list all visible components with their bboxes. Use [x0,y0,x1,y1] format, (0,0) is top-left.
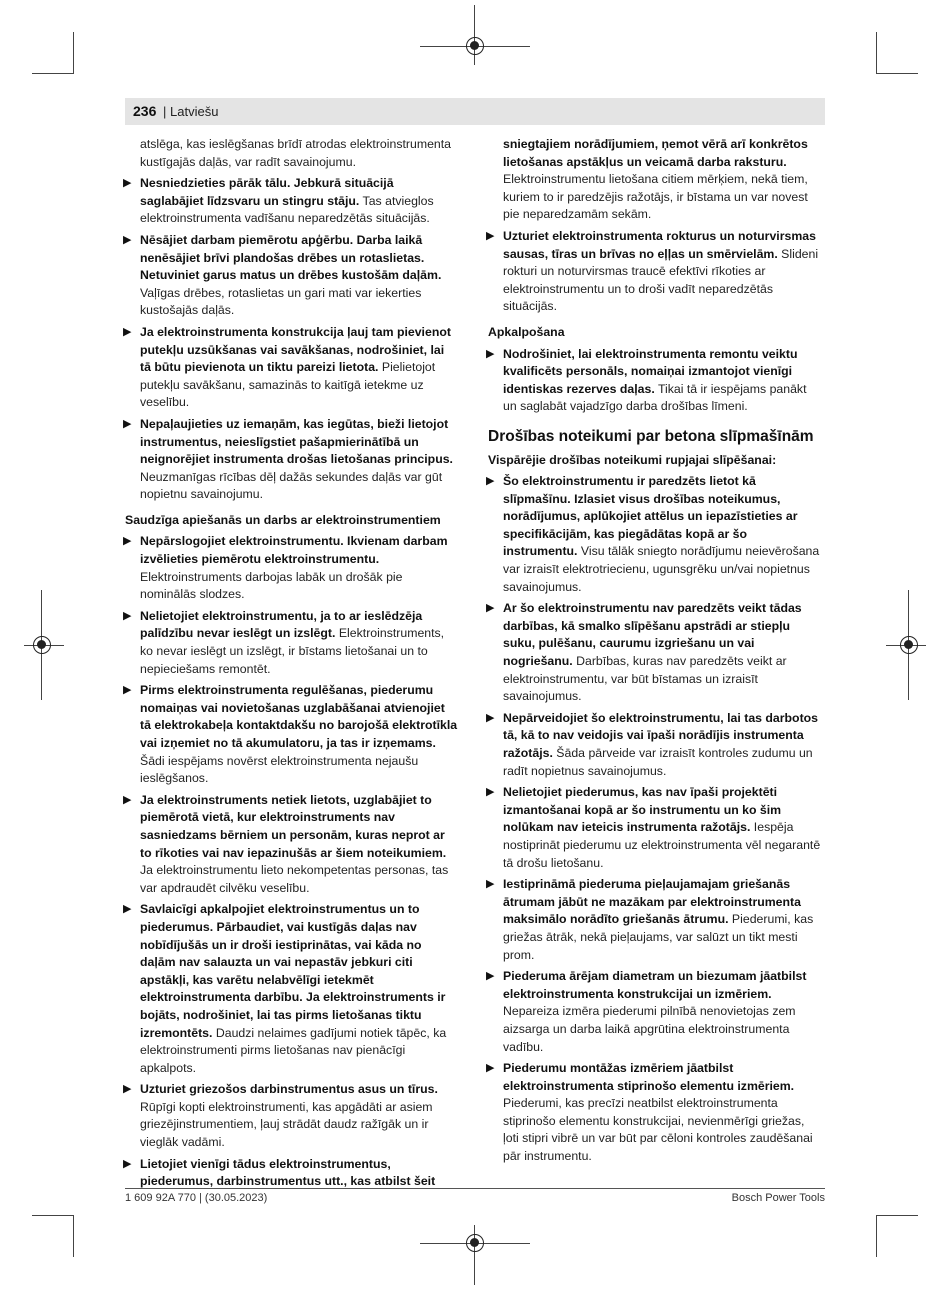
item-text: Piederumi, kas precīzi neatbilst elektroinstrumenta stiprinošo elementu konstrukcijai, nevienmērīgi griežas, ļoti stipri vibrē un var būt par cēloni kontroles zaudēšanai pār instrumentu. [503,1096,813,1164]
bullet-list [486,346,821,416]
bullet-list [486,228,821,316]
list-item [486,876,821,964]
list-item [123,901,458,1077]
crop-mark [876,1215,877,1257]
list-item [486,784,821,872]
bullet-arrow-icon: ▶ [123,1083,132,1096]
bullet-arrow-icon: ▶ [486,602,495,615]
bullet-arrow-icon: ▶ [123,535,132,548]
crop-mark [73,32,74,74]
doc-code: 1 609 92A 770 | (30.05.2023) [125,1192,268,1204]
item-text: Piederumi, kas griežas ātrāk, nekā pieļaujams, var salūzt un tikt mesti prom. [503,912,814,962]
item-bold-text: Nelietojiet piederumus, kas nav īpaši projektēti izmantošanai kopā ar šo instrumentu un ko šim nolūkam nav ieteicis instrumenta ražotājs. [503,785,782,835]
registration-line [474,5,475,65]
bullet-arrow-icon: ▶ [486,229,495,242]
item-text: Slideni rokturi un noturvirsmas traucē efektīvi rīkoties ar elektroinstrumentu un to droši vadīt neparedzētās situācijās. [503,246,819,314]
bullet-list [486,473,821,1166]
list-item [486,968,821,1056]
item-bold-text: Nelietojiet elektroinstrumentu, ja to ar ieslēdzēja palīdzību nevar ieslēgt un izslēgt. [140,608,423,641]
item-text: Daudzi nelaimes gadījumi notiek tāpēc, ka elektroinstrumenti pirms lietošanas nav pienācīgi apkalpots. [140,1025,447,1075]
item-bold-text: Ar šo elektroinstrumentu nav paredzēts veikt tādas darbības, kā smalko slīpēšanu apstrādi ar stiepļu suku, pulēšanu, caurumu izgriešanu un vai nogriešanu. [503,601,802,669]
bullet-arrow-icon: ▶ [123,793,132,806]
registration-mark-icon [33,636,51,654]
crop-mark [876,32,877,74]
item-bold-text: Ja elektroinstrumenta konstrukcija ļauj tam pievienot putekļu uzsūkšanas vai savākšanas, nodrošiniet, lai tā būtu pievienota un tiktu pareizi lietota. [140,324,451,375]
item-bold-text: Nesniedzieties pārāk tālu. Jebkurā situācijā saglabājiet līdzsvaru un stingru stāju. [140,176,394,208]
item-text: Nepareiza izmēra piederumi pilnībā nenovietojas zem aizsarga un darba laikā apgrūtina elektroinstrumenta vadību. [503,1004,796,1054]
subheading: Vispārējie drošības noteikumi rupjajai slīpēšanai: [488,452,777,467]
list-item [486,1060,821,1166]
bullet-list [123,533,458,1190]
registration-mark-icon [466,1234,484,1252]
bullet-arrow-icon: ▶ [123,177,132,190]
bullet-list [123,175,458,504]
item-bold-text: Piederuma ārējam diametram un biezumam jāatbilst elektroinstrumenta konstrukcijai un izmēriem. [503,969,807,1001]
footer-rule [125,1188,825,1189]
bullet-arrow-icon: ▶ [486,1062,495,1075]
bullet-arrow-icon: ▶ [123,325,132,338]
subheading: Saudzīga apiešanās un darbs ar elektroinstrumentiem [125,512,441,527]
bullet-arrow-icon: ▶ [486,878,495,891]
item-text: Rūpīgi kopti elektroinstrumenti, kas apgādāti ar asiem griezējinstrumentiem, ļauj strādāt daudz ražīgāk un ir vieglāk vadāmi. [140,1099,433,1150]
bullet-arrow-icon: ▶ [123,233,132,246]
list-item [486,710,821,780]
bullet-arrow-icon: ▶ [123,1157,132,1170]
brand-label: Bosch Power Tools [731,1192,825,1204]
language-text: Latviešu [170,104,219,119]
bullet-arrow-icon: ▶ [486,786,495,799]
item-bold-text: Piederumu montāžas izmēriem jāatbilst elektroinstrumenta stiprinošo elementu izmēriem. [503,1061,795,1093]
list-item [123,175,458,228]
list-item [123,324,458,412]
crop-mark [876,1215,918,1216]
list-item [486,473,821,596]
item-text: Tikai tā ir iespējams panākt un saglabāt vajadzīgo darba drošības līmeni. [503,381,807,414]
intro-paragraph: atslēga, kas ieslēgšanas brīdī atrodas elektroinstrumenta kustīgajās daļās, var radīt savainojumu. [140,137,452,169]
item-text: Pielietojot putekļu savākšanu, samazinās to kaitīgā ietekme uz veselību. [140,360,436,410]
item-text: Vaļīgas drēbes, rotaslietas un gari mati var iekerties kustošajās daļās. [140,285,422,318]
crop-mark [32,73,74,74]
bullet-arrow-icon: ▶ [486,970,495,983]
item-text: Elektroinstruments darbojas labāk un drošāk pie nominālās slodzes. [140,569,403,602]
list-item [486,346,821,416]
right-column [486,136,821,1170]
item-bold-text: Lietojiet vienīgi tādus elektroinstrumentus, piederumus, darbinstrumentus utt., kas atbilst šeit [140,1156,436,1189]
registration-mark-icon [466,37,484,55]
item-bold-text: Nēsājiet darbam piemērotu apģērbu. Darba laikā nenēsājiet brīvi plandošas drēbes un rotaslietas. Netuviniet garus matus un drēbes kustošām daļām. [140,232,442,283]
item-bold-text: Nepārveidojiet šo elektroinstrumentu, lai tas darbotos tā, kā to nav veidojis vai īpaši norādījis instrumenta ražotājs. [503,710,819,760]
item-text: Šādi iespējams novērst elektroinstrumenta nejaušu ieslēgšanos. [140,753,419,786]
list-item [123,682,458,788]
item-text: Visu tālāk sniegto norādījumu neievērošana var izraisīt elektrotriecienu, ugunsgrēku un/vai nopietnus savainojumus. [503,544,820,594]
item-bold-text: Pirms elektroinstrumenta regulēšanas, piederumu nomaiņas vai novietošanas uzglabāšanai atvienojiet tā elektrokabeļa kontaktdakšu no barojošā elektrotīkla vai izņemiet no tā akumulatoru, ja tas ir izņemams. [140,683,458,750]
list-item [123,1081,458,1151]
item-bold-text: Nepaļaujieties uz iemaņām, kas iegūtas, bieži lietojot instrumentus, neieslīgstiet pašapmierinātībā un neignorējiet instrumenta drošas lietošanas principus. [140,416,453,467]
list-item [123,792,458,898]
item-text: Neuzmanīgas rīcības dēļ dažās sekundes daļās var gūt nopietnu savainojumu. [140,469,443,502]
crop-mark [876,73,918,74]
bullet-arrow-icon: ▶ [486,347,495,360]
crop-mark [73,1215,74,1257]
bullet-arrow-icon: ▶ [123,417,132,430]
bullet-arrow-icon: ▶ [486,711,495,724]
continuation-paragraph [503,136,821,224]
left-column [123,136,458,1195]
list-item [486,600,821,706]
page-header [125,98,825,125]
item-bold-text: Ja elektroinstruments netiek lietots, uzglabājiet to piemērotā vietā, kur elektroinstruments nav sasniedzams bērniem un personām, kuras neprot ar to rīkoties vai nav iepazinušās ar šiem noteikumiem. [140,792,447,860]
continuation-text: Elektroinstrumentu lietošana citiem mērķiem, nekā tiem, kuriem to ir paredzējis ražotājs, ir bīstama un var novest pie neparedzamām sekām. [503,172,808,222]
section-title: Drošības noteikumi par betona slīpmašīnām [488,427,814,445]
list-item [123,608,458,678]
item-bold-text: Nepārslogojiet elektroinstrumentu. Ikvienam darbam izvēlieties piemērotu elektroinstrumentu. [140,534,448,567]
item-bold-text: Uzturiet elektroinstrumenta rokturus un noturvirsmas sausas, tīras un brīvas no eļļas un smērvielām. [503,228,816,261]
list-item [123,232,458,320]
bullet-arrow-icon: ▶ [123,903,132,916]
list-item [123,1156,458,1191]
bullet-arrow-icon: ▶ [486,475,495,488]
item-bold-text: Nodrošiniet, lai elektroinstrumenta remontu veiktu kvalificēts personāls, nomaiņai izmantojot vienīgi identiskas rezerves daļas. [503,346,798,396]
item-text: Šāda pārveide var izraisīt kontroles zudumu un radīt nopietnus savainojumus. [503,746,813,778]
list-item [123,533,458,603]
list-item [486,228,821,316]
continuation-bold: sniegtajiem norādījumiem, ņemot vērā arī konkrētos lietošanas apstākļus un veicamā darba raksturu. [503,137,808,169]
registration-mark-icon [900,636,918,654]
item-text: Iespēja nostiprināt piederumu uz elektroinstrumenta vēl negarantē tā drošu lietošanu. [503,820,821,870]
item-bold-text: Iestiprināmā piederuma pieļaujamajam griešanās ātrumam jābūt ne mazākam par elektroinstrumenta maksimālo norādīto griešanās ātrumu. [503,877,801,927]
item-text: Darbības, kuras nav paredzēts veikt ar elektroinstrumentu, var būt bīstamas un izraisīt savainojumus. [503,654,787,704]
language-label: | Latviešu [163,104,219,119]
item-text: Tas atvieglos elektroinstrumenta vadīšanu neparedzētās situācijās. [140,193,434,226]
item-bold-text: Savlaicīgi apkalpojiet elektroinstrumentus un to piederumus. Pārbaudiet, vai kustīgās daļas nav nobīdījušās un ir droši iestiprinātas, vai kāda no daļām nav salauzta un vai nepastāv jebkuri citi apstākļi, kas varētu nelabvēlīgi ietekmēt elektroinstrumenta darbību. Ja elektroinstruments ir bojāts, nodrošiniet, lai tas pirms lietošanas tiktu izremontēts. [140,902,446,1040]
item-bold-text: Uzturiet griezošos darbinstrumentus asus un tīrus. [140,1082,438,1097]
item-bold-text: Šo elektroinstrumentu ir paredzēts lietot kā slīpmašīnu. Izlasiet visus drošības noteikumus, norādījumus, aplūkojiet attēlus un iepazīstieties ar specifikācijām, kas piegādātas kopā ar šo instrumentu. [503,474,798,559]
bullet-arrow-icon: ▶ [123,684,132,697]
bullet-arrow-icon: ▶ [123,609,132,622]
crop-mark [32,1215,74,1216]
subheading: Apkalpošana [488,324,565,339]
list-item [123,416,458,504]
item-text: Ja elektroinstrumentu lieto nekompetentas personas, tas var apdraudēt cilvēku veselību. [140,863,449,895]
item-text: Elektroinstruments, ko nevar ieslēgt un izslēgt, ir bīstams lietošanai un to nepieciešams remontēt. [140,626,445,676]
page-number: 236 [133,103,157,119]
